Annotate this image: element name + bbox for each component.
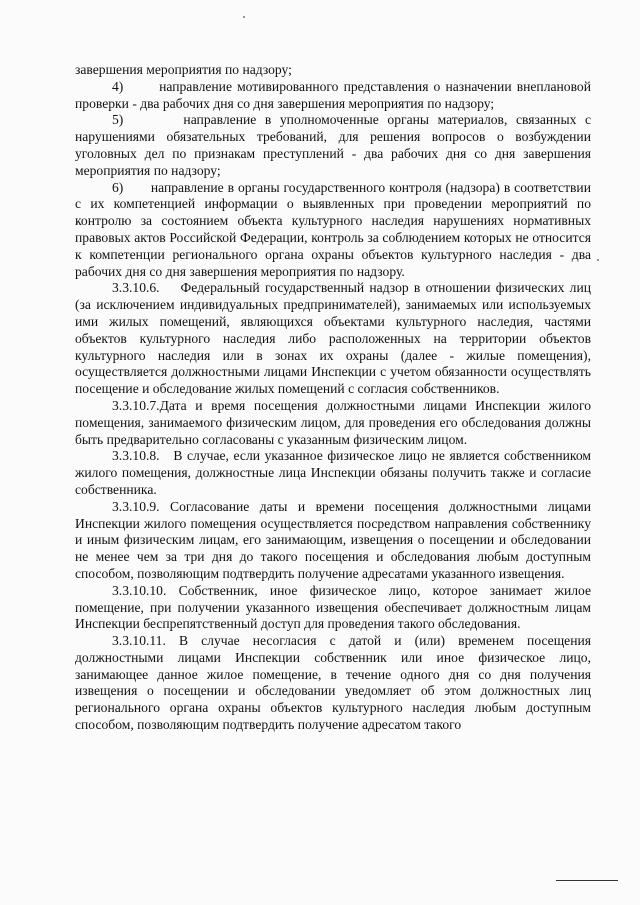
paragraph-item-5: 5) направление в уполномоченные органы материалов, связанных с нарушениями обязательных требований, для решения вопросов о возбуждении уголовных дел по признакам преступлений - два рабочих дня со дня завершения мероприятия по надзору; [75,112,591,178]
paragraph-continuation: завершения мероприятия по надзору; [75,62,292,77]
scan-speck [597,259,599,261]
paragraph-3-3-10-7: 3.3.10.7.Дата и время посещения должностными лицами Инспекции жилого помещения, занимаемого физическим лицом, для проведения его обследования должны быть предварительно согласованы с указанным физическим лицом. [75,397,591,447]
footer-rule [556,880,618,881]
paragraph-item-4: 4) направление мотивированного представления о назначении внеплановой проверки - два рабочих дня со дня завершения мероприятия по надзору; [75,78,591,111]
scan-speck [243,16,245,18]
paragraph-3-3-10-6: 3.3.10.6. Федеральный государственный надзор в отношении физических лиц (за исключением индивидуальных предпринимателей), занимаемых или используемых ими жилых помещений, являющихся объектами культурного наследия, частями объектов культурного наследия либо расположенных на территории объектов культурного наследия или в зонах их охраны (далее - жилые помещения), осуществляется должностными лицами Инспекции с учетом обязанности осуществлять посещение и обследование жилых помещений с согласия собственников. [75,280,591,397]
paragraph-3-3-10-11: 3.3.10.11. В случае несогласия с датой и (или) временем посещения должностными лицами Инспекции собственник или иное физическое лицо, занимающее данное жилое помещение, в течение одного дня со дня получения извещения о посещении и обследовании уведомляет об этом должностных лиц регионального органа охраны объектов культурного наследия любым доступным способом, позволяющим подтвердить получение адресатом такого [75,633,591,733]
paragraph-3-3-10-9: 3.3.10.9. Согласование даты и времени посещения должностными лицами Инспекции жилого помещения осуществляется посредством направления собственнику и иным физическим лицам, его занимающим, извещения о посещении и обследовании не менее чем за три дня до такого посещения и обследования любым доступным способом, позволяющим подтвердить получение адресатами указанного извещения. [75,498,591,581]
paragraph-3-3-10-10: 3.3.10.10. Собственник, иное физическое лицо, которое занимает жилое помещение, при получении указанного извещения обеспечивает должностным лицам Инспекции беспрепятственный доступ для проведения такого обследования. [75,582,591,632]
paragraph-item-6: 6) направление в органы государственного контроля (надзора) в соответствии с их компетенцией информации о выявленных при проведении мероприятий по контролю за состоянием объекта культурного наследия нарушениях нормативных правовых актов Российской Федерации, контроль за соблюдением которых не относится к компетенции регионального органа охраны объектов культурного наследия - два рабочих дня со дня завершения мероприятия по надзору. [75,179,591,279]
paragraph-3-3-10-8: 3.3.10.8. В случае, если указанное физическое лицо не является собственником жилого помещения, должностные лица Инспекции обязаны получить также и согласие собственника. [75,448,591,497]
document-body [75,62,591,734]
